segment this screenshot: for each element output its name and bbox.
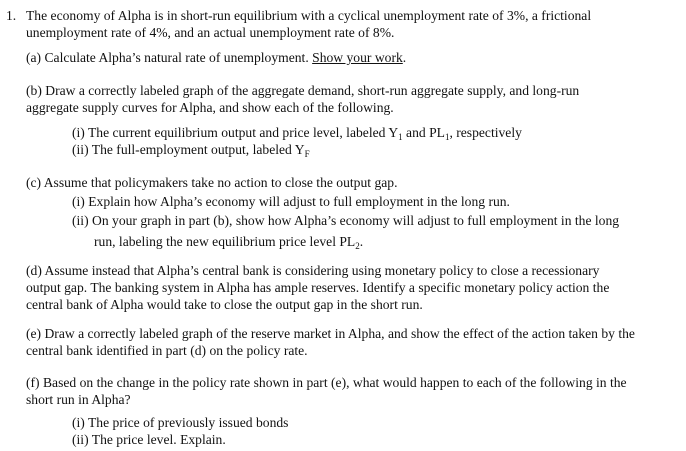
part-b-i-text: (i) The current equilibrium output and price level, labeled Y — [72, 125, 399, 140]
part-c-line: (c) Assume that policymakers take no action to close the output gap. — [26, 175, 398, 190]
part-c-ii-cont — [94, 233, 682, 250]
subscript: 1 — [398, 132, 403, 142]
part-c-i: (i) Explain how Alpha’s economy will adjust to full employment in the long run. — [72, 194, 510, 209]
subscript: 1 — [444, 132, 450, 142]
intro-line: unemployment rate of 4%, and an actual unemployment rate of 8%. — [26, 25, 395, 40]
part-f-ii: (ii) The price level. Explain. — [72, 432, 226, 447]
subscript: F — [304, 149, 310, 159]
part-b-line: (b) Draw a correctly labeled graph of the aggregate demand, short-run aggregate supply, and long-run — [26, 83, 580, 98]
subscript: 2 — [355, 241, 360, 251]
part-b-i-text: and PL — [402, 125, 445, 140]
part-d-line: central bank of Alpha would take to close the output gap in the short run. — [26, 297, 423, 312]
part-a-end: . — [402, 50, 407, 65]
part-b-ii-text: (ii) The full-employment output, labeled Y — [72, 142, 305, 157]
part-d — [26, 262, 682, 313]
question-number: 1. — [6, 8, 17, 23]
part-b-ii — [72, 141, 682, 158]
part-e-line: central bank identified in part (d) on the policy rate. — [26, 343, 308, 358]
part-e-line: (e) Draw a correctly labeled graph of the reserve market in Alpha, and show the effect of the action taken by the — [26, 326, 635, 341]
part-e — [26, 325, 682, 359]
part-a — [26, 49, 682, 66]
part-f-line: short run in Alpha? — [26, 392, 131, 407]
intro-line: The economy of Alpha is in short-run equilibrium with a cyclical unemployment rate of 3%, a frictional — [26, 8, 592, 23]
part-c-ii-text: run, labeling the new equilibrium price level PL — [94, 234, 356, 249]
part-a-emphasis: Show your work — [312, 50, 403, 65]
question-intro — [26, 7, 682, 41]
part-b-line: aggregate supply curves for Alpha, and show each of the following. — [26, 100, 394, 115]
part-f — [26, 374, 682, 408]
part-d-line: output gap. The banking system in Alpha has ample reserves. Identify a specific monetary policy action the — [26, 280, 610, 295]
part-c-ii: (ii) On your graph in part (b), show how Alpha’s economy will adjust to full employment in the long — [72, 213, 620, 228]
part-f-i: (i) The price of previously issued bonds — [72, 415, 289, 430]
part-f-line: (f) Based on the change in the policy rate shown in part (e), what would happen to each of the following in the — [26, 375, 627, 390]
part-c — [26, 174, 682, 191]
part-b — [26, 82, 682, 116]
part-a-text: (a) Calculate Alpha’s natural rate of unemployment. — [26, 50, 309, 65]
part-b-i-text: , respectively — [449, 125, 522, 140]
part-b-i — [72, 124, 682, 141]
part-c-ii-text: . — [359, 234, 364, 249]
part-d-line: (d) Assume instead that Alpha’s central bank is considering using monetary policy to close a recessionary — [26, 263, 600, 278]
